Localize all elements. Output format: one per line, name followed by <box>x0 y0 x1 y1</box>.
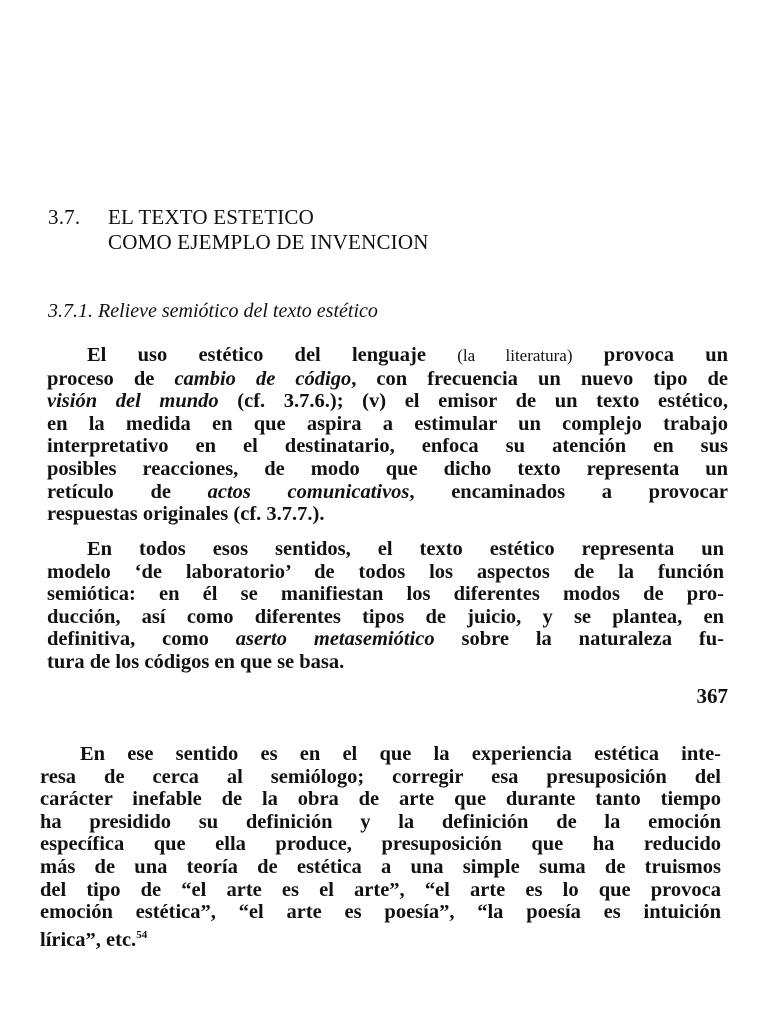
text-line: posibles reacciones, de modo que dicho texto representa un <box>47 457 728 480</box>
text-line <box>47 628 724 651</box>
paragraph-1 <box>47 344 728 526</box>
text-line: modelo ‘de laboratorio’ de todos los aspectos de la función <box>47 560 724 583</box>
section-title-line1: EL TEXTO ESTETICO <box>108 205 314 229</box>
text-line: semiótica: en él se manifiestan los diferentes modos de pro- <box>47 583 724 606</box>
text-run: retículo de <box>47 480 208 503</box>
text-line <box>47 368 728 391</box>
section-heading-line1 <box>48 205 429 230</box>
text-line: tura de los códigos en que se basa. <box>47 650 345 673</box>
text-line: ducción, así como diferentes tipos de juicio, y se plantea, en <box>47 605 724 628</box>
text-line: interpretativo en el destinatario, enfoca su atención en sus <box>47 435 728 458</box>
text-run: , encaminados a provocar <box>409 480 729 503</box>
text-line: emoción estética”, “el arte es poesía”, “la poesía es intuición <box>40 901 721 924</box>
text-run: (cf. 3.7.6.); (v) el emisor de un texto estético, <box>218 390 728 413</box>
section-heading <box>48 205 429 255</box>
text-run: provoca un <box>572 344 728 366</box>
text-line: En todos esos sentidos, el texto estético representa un <box>87 538 724 560</box>
text-run-italic: cambio de código <box>174 367 352 390</box>
text-line: en la medida en que aspira a estimular un complejo trabajo <box>47 412 728 435</box>
text-run-italic: aserto metasemiótico <box>235 628 435 651</box>
text-run-italic: actos comunicativos <box>207 480 410 503</box>
paragraph-3 <box>40 743 721 951</box>
text-line: específica que ella produce, presuposición que ha reducido <box>40 833 721 856</box>
section-title-line2: COMO EJEMPLO DE INVENCION <box>108 230 429 254</box>
footnote-reference[interactable]: 54 <box>136 928 148 941</box>
page-number: 367 <box>696 684 728 708</box>
text-run: proceso de <box>47 367 175 390</box>
text-line: resa de cerca al semiólogo; corregir esa presuposición del <box>40 765 721 788</box>
text-line: En ese sentido es en el que la experiencia estética inte- <box>80 743 721 765</box>
text-run-small: (la literatura) <box>457 346 573 365</box>
text-run: , con frecuencia un nuevo tipo de <box>351 367 729 390</box>
text-run: definitiva, como <box>47 628 236 651</box>
subsection-heading: 3.7.1. Relieve semiótico del texto estético <box>48 300 378 322</box>
section-number: 3.7. <box>48 205 81 229</box>
text-run: sobre la naturaleza fu- <box>434 628 724 651</box>
text-line <box>47 390 728 413</box>
text-line: respuestas originales (cf. 3.7.7.). <box>47 503 325 526</box>
text-run: lírica”, etc. <box>40 928 137 951</box>
text-line: carácter inefable de la obra de arte que durante tanto tiempo <box>40 788 721 811</box>
text-run: El uso estético del lenguaje <box>87 344 458 366</box>
text-line: ha presidido su definición y la definición de la emoción <box>40 810 721 833</box>
text-line: del tipo de “el arte es el arte”, “el arte es lo que provoca <box>40 878 721 901</box>
text-run-italic: visión del mundo <box>47 390 219 413</box>
text-line <box>47 481 728 504</box>
text-line: más de una teoría de estética a una simple suma de truismos <box>40 855 721 878</box>
text-line <box>47 344 728 368</box>
paragraph-2 <box>47 538 724 674</box>
text-line <box>40 924 721 952</box>
